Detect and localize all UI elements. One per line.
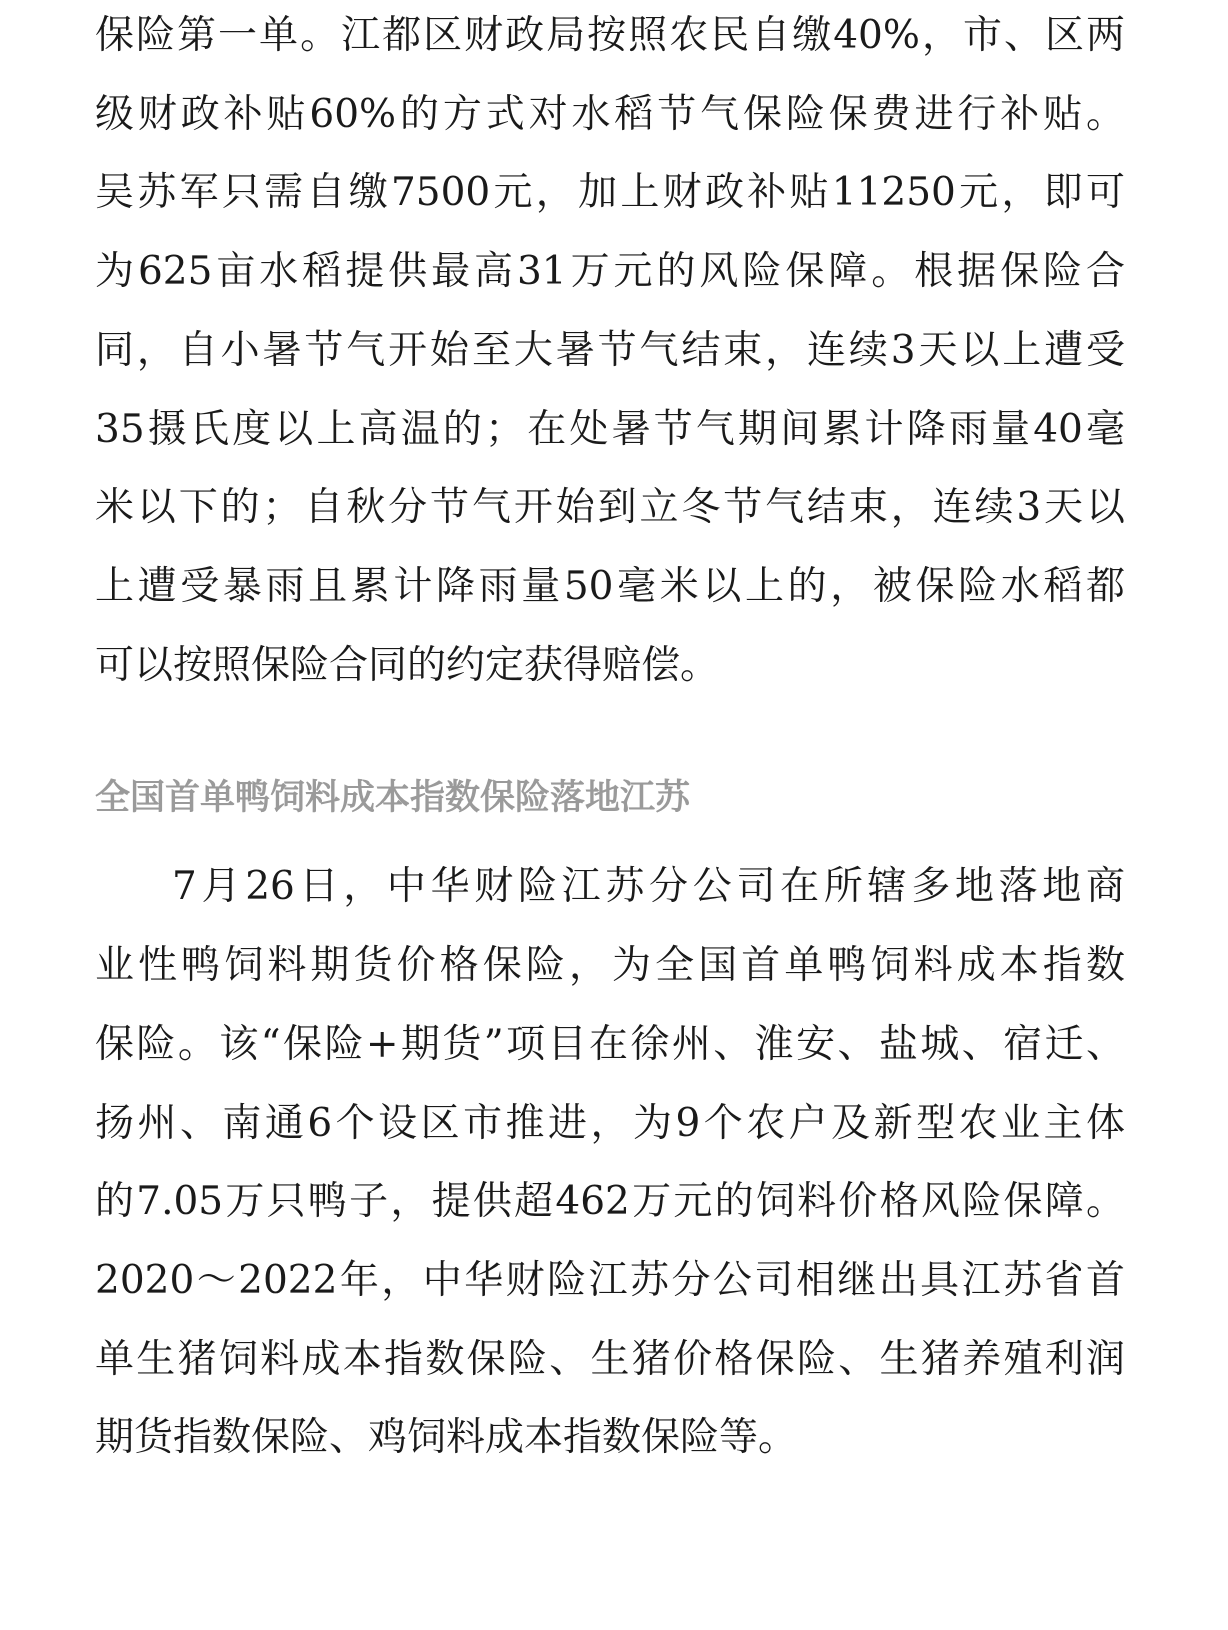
- text-line: 为625亩水稻提供最高31万元的风险保障。根据保险合: [95, 249, 1125, 294]
- text-line: 业性鸭饲料期货价格保险，为全国首单鸭饲料成本指数: [95, 943, 1125, 988]
- text-line: 7月26日，中华财险江苏分公司在所辖多地落地商: [172, 864, 1125, 909]
- text-line: 吴苏军只需自缴7500元，加上财政补贴11250元，即可: [95, 170, 1125, 215]
- text-line: 米以下的；自秋分节气开始到立冬节气结束，连续3天以: [95, 485, 1125, 530]
- text-line: 上遭受暴雨且累计降雨量50毫米以上的，被保险水稻都: [95, 564, 1125, 609]
- text-line: 2020～2022年，中华财险江苏分公司相继出具江苏省首: [95, 1258, 1125, 1303]
- text-line: 保险第一单。江都区财政局按照农民自缴40%，市、区两: [95, 13, 1125, 58]
- text-line: 保险。该“保险+期货”项目在徐州、淮安、盐城、宿迁、: [95, 1022, 1125, 1067]
- text-line: 单生猪饲料成本指数保险、生猪价格保险、生猪养殖利润: [95, 1337, 1125, 1382]
- text-line: 级财政补贴60%的方式对水稻节气保险保费进行补贴。: [95, 92, 1125, 137]
- text-line: 可以按照保险合同的约定获得赔偿。: [95, 643, 720, 688]
- text-line: 同，自小暑节气开始至大暑节气结束，连续3天以上遭受: [95, 328, 1125, 373]
- text-line: 35摄氏度以上高温的；在处暑节气期间累计降雨量40毫: [95, 407, 1125, 452]
- section-heading: 全国首单鸭饲料成本指数保险落地江苏: [95, 778, 691, 818]
- text-line: 扬州、南通6个设区市推进，为9个农户及新型农业主体: [95, 1101, 1125, 1146]
- text-line: 的7.05万只鸭子，提供超462万元的饲料价格风险保障。: [95, 1179, 1125, 1224]
- text-line: 期货指数保险、鸡饲料成本指数保险等。: [95, 1415, 798, 1460]
